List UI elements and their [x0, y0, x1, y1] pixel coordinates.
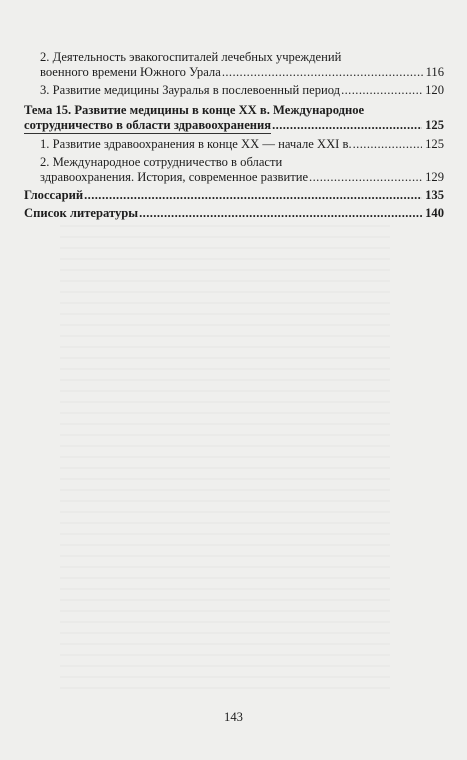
toc-entry-text: Глоссарий — [24, 188, 84, 202]
dot-leader — [139, 206, 422, 221]
toc-entry — [24, 155, 444, 185]
toc-section-heading — [24, 206, 444, 221]
toc-entry-line — [40, 50, 444, 65]
toc-entry-text: 2. Международное сотрудничество в области — [40, 155, 283, 169]
toc-section-heading — [24, 103, 444, 134]
toc-page-number: 120 — [425, 83, 444, 97]
page-number: 143 — [224, 710, 243, 724]
toc-entry — [24, 50, 444, 80]
toc-page-number: 135 — [425, 188, 444, 202]
toc-entry-text: военного времени Южного Урала — [40, 65, 221, 79]
toc-page-number: 125 — [425, 137, 444, 151]
toc-entry-line — [40, 155, 444, 170]
toc-entry — [24, 137, 444, 152]
toc-entry-line — [40, 170, 444, 185]
dot-leader — [272, 118, 422, 133]
dot-leader — [222, 65, 423, 80]
toc-entry-line — [24, 103, 444, 118]
toc-entry — [24, 83, 444, 98]
toc-page-number: 140 — [425, 206, 444, 220]
toc-entry-text: 2. Деятельность эвакогоспиталей лечебных учреждений — [40, 50, 342, 64]
toc-page-number: 125 — [425, 118, 444, 132]
toc-entry-text: здравоохранения. История, современное развитие — [40, 170, 309, 184]
dot-leader — [84, 188, 422, 203]
toc-entry-text: Список литературы — [24, 206, 139, 220]
dot-leader — [341, 83, 422, 98]
toc-entry-text: 3. Развитие медицины Зауралья в послевоенный период — [40, 83, 341, 97]
toc-entry-line — [24, 118, 444, 134]
toc-page-number: 129 — [425, 170, 444, 184]
dot-leader — [353, 137, 422, 152]
toc-section-heading — [24, 188, 444, 203]
toc-entry-text: сотрудничество в области здравоохранения — [24, 118, 272, 132]
toc-entry-text: 1. Развитие здравоохранения в конце XX — начале XXI в. — [40, 137, 352, 151]
table-of-contents — [24, 50, 444, 221]
show-through-text — [60, 225, 390, 695]
dot-leader — [309, 170, 422, 185]
toc-entry-line — [24, 206, 444, 221]
toc-entry-line — [24, 188, 444, 203]
toc-entry-line — [40, 83, 444, 98]
toc-entry-text: Тема 15. Развитие медицины в конце XX в. Международное — [24, 103, 365, 117]
toc-page-number: 116 — [425, 65, 444, 79]
toc-entry-line — [40, 137, 444, 152]
toc-entry-line — [40, 65, 444, 80]
